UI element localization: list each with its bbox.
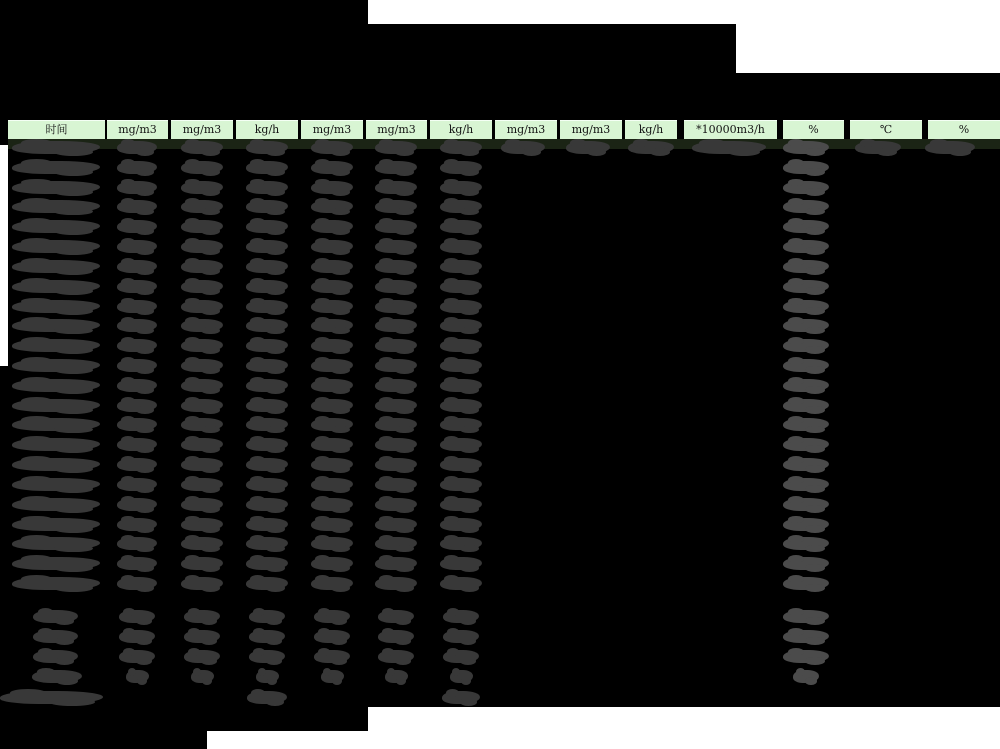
redacted-value-blob	[311, 280, 353, 293]
redacted-value-blob	[249, 630, 285, 643]
redacted-value-blob	[181, 379, 223, 392]
redacted-value-blob	[442, 691, 480, 704]
redacted-timestamp-blob	[12, 280, 100, 293]
column-header-8: mg/m3	[495, 120, 557, 140]
redacted-value-blob	[181, 181, 223, 194]
redacted-value-blob	[314, 610, 350, 623]
redacted-value-blob	[311, 181, 353, 194]
redacted-value-blob	[440, 220, 482, 233]
redacted-value-blob	[311, 300, 353, 313]
redacted-value-blob	[117, 557, 157, 570]
redacted-value-blob	[246, 280, 288, 293]
redacted-value-blob	[375, 161, 417, 174]
redacted-value-blob	[375, 498, 417, 511]
redacted-value-blob	[184, 650, 220, 663]
redacted-value-blob	[855, 141, 901, 154]
redacted-value-blob	[440, 557, 482, 570]
redacted-value-blob	[440, 300, 482, 313]
redacted-value-blob	[385, 670, 408, 683]
redacted-value-blob	[191, 670, 214, 683]
redacted-value-blob	[440, 458, 482, 471]
redacted-value-blob	[184, 610, 220, 623]
redacted-value-blob	[246, 161, 288, 174]
redacted-value-blob	[375, 280, 417, 293]
redacted-value-blob	[440, 418, 482, 431]
redacted-value-blob	[181, 200, 223, 213]
column-header-4: kg/h	[236, 120, 298, 140]
redacted-timestamp-blob	[12, 557, 100, 570]
redacted-value-blob	[117, 319, 157, 332]
redacted-subtitle-block	[368, 24, 736, 119]
redacted-value-blob	[443, 610, 479, 623]
redacted-value-blob	[256, 670, 279, 683]
redacted-timestamp-blob	[12, 518, 100, 531]
redacted-value-blob	[783, 610, 829, 623]
column-header-14: %	[928, 120, 1000, 140]
redacted-value-blob	[117, 379, 157, 392]
redacted-timestamp-blob	[12, 577, 100, 590]
redacted-value-blob	[246, 339, 288, 352]
redacted-value-blob	[311, 577, 353, 590]
redacted-value-blob	[440, 200, 482, 213]
redacted-value-blob	[181, 161, 223, 174]
redacted-value-blob	[783, 300, 829, 313]
redacted-value-blob	[117, 537, 157, 550]
redacted-timestamp-blob	[12, 240, 100, 253]
redacted-timestamp-blob	[12, 438, 100, 451]
redacted-value-blob	[246, 260, 288, 273]
redacted-value-blob	[181, 418, 223, 431]
redacted-value-blob	[440, 240, 482, 253]
redacted-value-blob	[249, 650, 285, 663]
redacted-value-blob	[246, 399, 288, 412]
redacted-value-blob	[117, 438, 157, 451]
redacted-value-blob	[311, 200, 353, 213]
redacted-value-blob	[181, 438, 223, 451]
redacted-value-blob	[311, 399, 353, 412]
redacted-value-blob	[375, 537, 417, 550]
redacted-value-blob	[181, 260, 223, 273]
redacted-value-blob	[246, 438, 288, 451]
redacted-value-blob	[443, 650, 479, 663]
redacted-value-blob	[119, 630, 155, 643]
redacted-value-blob	[246, 200, 288, 213]
redacted-value-blob	[181, 458, 223, 471]
redacted-value-blob	[247, 691, 287, 704]
redacted-title-block	[0, 0, 368, 119]
redacted-value-blob	[375, 359, 417, 372]
redacted-timestamp-blob	[12, 141, 100, 154]
redacted-value-blob	[181, 577, 223, 590]
redacted-value-blob	[440, 280, 482, 293]
redacted-summary-label-blob	[33, 610, 78, 623]
redacted-timestamp-blob	[12, 260, 100, 273]
redacted-value-blob	[783, 240, 829, 253]
redacted-value-blob	[246, 537, 288, 550]
redacted-timestamp-blob	[12, 478, 100, 491]
redacted-timestamp-blob	[12, 220, 100, 233]
redacted-value-blob	[246, 181, 288, 194]
redacted-value-blob	[311, 141, 353, 154]
redacted-value-blob	[181, 478, 223, 491]
redacted-value-blob	[311, 161, 353, 174]
redacted-value-blob	[311, 359, 353, 372]
column-header-5: mg/m3	[301, 120, 363, 140]
redacted-value-blob	[314, 630, 350, 643]
redacted-value-blob	[311, 438, 353, 451]
redacted-value-blob	[783, 220, 829, 233]
redacted-value-blob	[117, 220, 157, 233]
redacted-value-blob	[783, 181, 829, 194]
redacted-value-blob	[181, 300, 223, 313]
redacted-timestamp-blob	[12, 399, 100, 412]
table-left-edge-top	[0, 139, 8, 145]
redacted-value-blob	[793, 670, 819, 683]
redacted-value-blob	[181, 280, 223, 293]
redacted-value-blob	[311, 319, 353, 332]
redacted-value-blob	[246, 418, 288, 431]
table-footer-step-1	[0, 707, 368, 731]
column-header-12: %	[783, 120, 844, 140]
redacted-timestamp-blob	[12, 319, 100, 332]
redacted-value-blob	[440, 161, 482, 174]
redacted-value-blob	[117, 260, 157, 273]
redacted-value-blob	[117, 399, 157, 412]
redacted-value-blob	[117, 478, 157, 491]
redacted-value-blob	[181, 319, 223, 332]
column-header-time: 时间	[8, 120, 105, 140]
redacted-value-blob	[311, 240, 353, 253]
redacted-value-blob	[311, 498, 353, 511]
redacted-value-blob	[314, 650, 350, 663]
redacted-value-blob	[375, 438, 417, 451]
redacted-value-blob	[246, 300, 288, 313]
redacted-value-blob	[783, 537, 829, 550]
table-footer-step-2	[0, 731, 207, 749]
redacted-value-blob	[311, 339, 353, 352]
redacted-value-blob	[375, 181, 417, 194]
redacted-value-blob	[311, 478, 353, 491]
redacted-value-blob	[117, 458, 157, 471]
redacted-value-blob	[375, 379, 417, 392]
redacted-value-blob	[311, 379, 353, 392]
redacted-value-blob	[783, 438, 829, 451]
redacted-value-blob	[783, 359, 829, 372]
redacted-value-blob	[783, 339, 829, 352]
redacted-value-blob	[126, 670, 149, 683]
redacted-value-blob	[783, 260, 829, 273]
redacted-timestamp-blob	[12, 181, 100, 194]
redacted-value-blob	[117, 339, 157, 352]
redacted-value-blob	[440, 518, 482, 531]
redacted-value-blob	[117, 141, 157, 154]
redacted-value-blob	[184, 630, 220, 643]
redacted-value-blob	[440, 537, 482, 550]
redacted-value-blob	[311, 220, 353, 233]
redacted-value-blob	[783, 458, 829, 471]
redacted-value-blob	[783, 161, 829, 174]
redacted-value-blob	[181, 220, 223, 233]
redacted-value-blob	[181, 518, 223, 531]
redacted-value-blob	[566, 141, 610, 154]
redacted-value-blob	[783, 478, 829, 491]
redacted-value-blob	[117, 518, 157, 531]
redacted-value-blob	[783, 399, 829, 412]
redacted-value-blob	[117, 181, 157, 194]
table-left-edge-bottom	[0, 366, 8, 707]
redacted-value-blob	[378, 650, 414, 663]
redacted-value-blob	[440, 478, 482, 491]
redacted-value-blob	[119, 650, 155, 663]
redacted-value-blob	[440, 181, 482, 194]
redacted-timestamp-blob	[12, 200, 100, 213]
column-header-2: mg/m3	[107, 120, 168, 140]
redacted-value-blob	[181, 339, 223, 352]
redacted-value-blob	[375, 220, 417, 233]
redacted-value-blob	[375, 458, 417, 471]
redacted-value-blob	[440, 498, 482, 511]
redacted-value-blob	[117, 498, 157, 511]
redacted-value-blob	[783, 379, 829, 392]
redacted-value-blob	[311, 518, 353, 531]
redacted-summary-label-blob	[33, 650, 78, 663]
redacted-value-blob	[378, 610, 414, 623]
redacted-value-blob	[375, 577, 417, 590]
redacted-value-blob	[117, 418, 157, 431]
redacted-value-blob	[181, 557, 223, 570]
redacted-value-blob	[246, 498, 288, 511]
redacted-value-blob	[246, 141, 288, 154]
redacted-value-blob	[119, 610, 155, 623]
redacted-value-blob	[783, 319, 829, 332]
redacted-timestamp-blob	[12, 498, 100, 511]
redacted-value-blob	[181, 498, 223, 511]
redacted-value-blob	[378, 630, 414, 643]
redacted-value-blob	[117, 200, 157, 213]
redacted-value-blob	[246, 319, 288, 332]
redacted-value-blob	[117, 240, 157, 253]
redacted-value-blob	[440, 319, 482, 332]
redacted-value-blob	[628, 141, 674, 154]
redacted-value-blob	[246, 518, 288, 531]
redacted-value-blob	[375, 399, 417, 412]
redacted-timestamp-blob	[12, 418, 100, 431]
redacted-value-blob	[181, 399, 223, 412]
redacted-value-blob	[440, 379, 482, 392]
redacted-value-blob	[375, 418, 417, 431]
column-header-11: *10000m3/h	[684, 120, 777, 140]
redacted-timestamp-blob	[12, 339, 100, 352]
redacted-value-blob	[375, 300, 417, 313]
redacted-value-blob	[375, 478, 417, 491]
redacted-value-blob	[450, 670, 473, 683]
redacted-value-blob	[783, 518, 829, 531]
redacted-value-blob	[311, 458, 353, 471]
redacted-value-blob	[181, 359, 223, 372]
redacted-value-blob	[246, 478, 288, 491]
redacted-value-blob	[117, 359, 157, 372]
redacted-value-blob	[783, 498, 829, 511]
redacted-value-blob	[440, 339, 482, 352]
redacted-value-blob	[117, 577, 157, 590]
redacted-value-blob	[925, 141, 975, 154]
redacted-value-blob	[783, 280, 829, 293]
redacted-timestamp-blob	[12, 458, 100, 471]
redacted-value-blob	[375, 518, 417, 531]
redacted-value-blob	[783, 630, 829, 643]
redacted-meta-block	[736, 73, 1000, 119]
redacted-value-blob	[246, 240, 288, 253]
column-header-9: mg/m3	[560, 120, 622, 140]
redacted-value-blob	[117, 280, 157, 293]
column-header-10: kg/h	[625, 120, 677, 140]
redacted-value-blob	[246, 458, 288, 471]
redacted-value-blob	[783, 557, 829, 570]
redacted-timestamp-blob	[12, 300, 100, 313]
redacted-value-blob	[440, 141, 482, 154]
redacted-value-blob	[375, 339, 417, 352]
redacted-value-blob	[440, 438, 482, 451]
redacted-value-blob	[440, 577, 482, 590]
redacted-value-blob	[249, 610, 285, 623]
redacted-value-blob	[321, 670, 344, 683]
column-header-7: kg/h	[430, 120, 492, 140]
redacted-value-blob	[443, 630, 479, 643]
redacted-value-blob	[181, 240, 223, 253]
redacted-value-blob	[692, 141, 766, 154]
redacted-value-blob	[440, 399, 482, 412]
redacted-summary-label-blob	[33, 630, 78, 643]
redacted-value-blob	[246, 379, 288, 392]
redacted-value-blob	[440, 359, 482, 372]
redacted-timestamp-blob	[12, 161, 100, 174]
redacted-value-blob	[375, 260, 417, 273]
column-header-6: mg/m3	[366, 120, 427, 140]
redacted-value-blob	[375, 319, 417, 332]
redacted-summary-label-blob	[32, 670, 82, 683]
redacted-value-blob	[783, 577, 829, 590]
redacted-value-blob	[783, 418, 829, 431]
redacted-timestamp-blob	[12, 379, 100, 392]
redacted-value-blob	[501, 141, 545, 154]
redacted-timestamp-blob	[12, 537, 100, 550]
redacted-value-blob	[181, 537, 223, 550]
redacted-value-blob	[375, 141, 417, 154]
redacted-value-blob	[246, 557, 288, 570]
redacted-value-blob	[117, 300, 157, 313]
column-header-13: ℃	[850, 120, 922, 140]
redacted-value-blob	[246, 577, 288, 590]
redacted-value-blob	[117, 161, 157, 174]
redacted-timestamp-blob	[12, 359, 100, 372]
redacted-value-blob	[181, 141, 223, 154]
redacted-value-blob	[311, 418, 353, 431]
redacted-value-blob	[246, 359, 288, 372]
redacted-value-blob	[311, 537, 353, 550]
redacted-value-blob	[311, 557, 353, 570]
redacted-total-label-blob	[0, 691, 103, 704]
redacted-value-blob	[375, 557, 417, 570]
redacted-value-blob	[440, 260, 482, 273]
redacted-value-blob	[375, 200, 417, 213]
redacted-value-blob	[375, 240, 417, 253]
column-header-3: mg/m3	[171, 120, 233, 140]
redacted-value-blob	[246, 220, 288, 233]
redacted-value-blob	[783, 650, 829, 663]
redacted-value-blob	[783, 141, 829, 154]
redacted-value-blob	[311, 260, 353, 273]
redacted-value-blob	[783, 200, 829, 213]
